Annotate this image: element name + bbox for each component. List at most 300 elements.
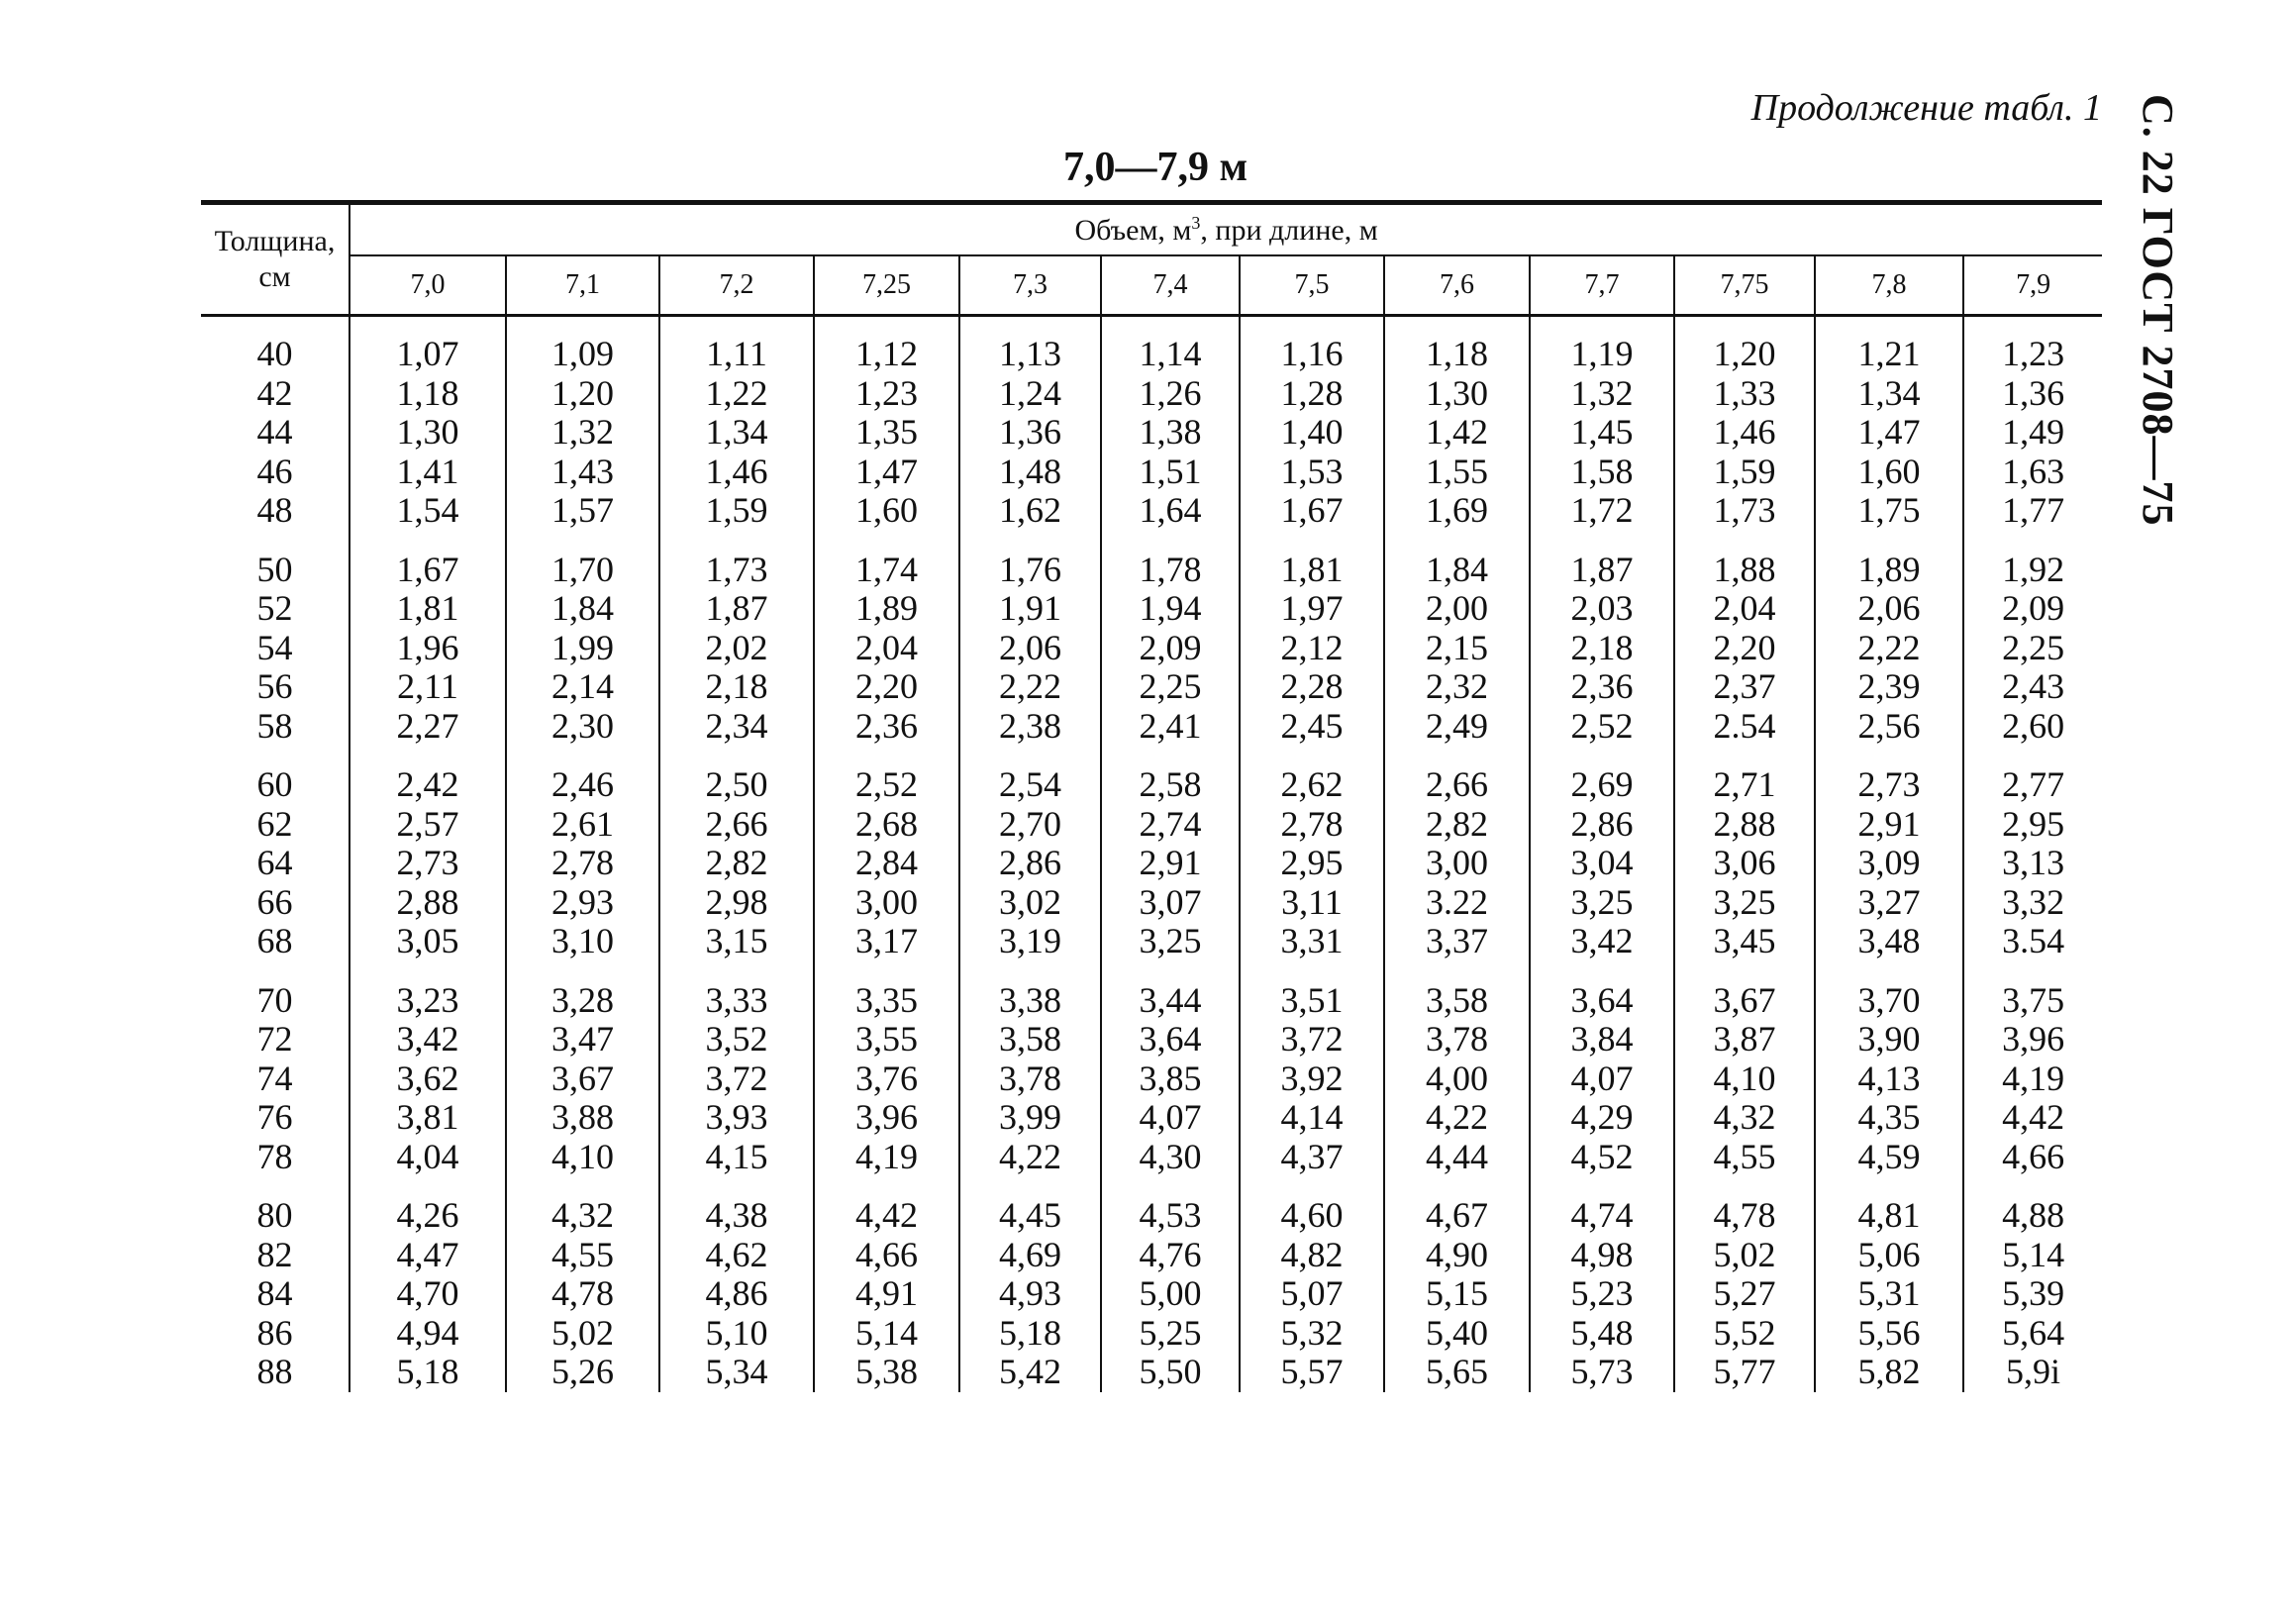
volume-cell: 1,54	[396, 490, 459, 530]
volume-cell: 4,74	[1530, 1196, 1674, 1236]
volume-cell: 5,82	[1815, 1353, 1963, 1392]
volume-cell: 1,62	[959, 491, 1101, 531]
volume-cell: 2,77	[1963, 765, 2102, 805]
volume-cell: 1,47	[814, 453, 959, 492]
volume-cell: 1,38	[1101, 413, 1240, 453]
thickness-cell: 82	[201, 1236, 349, 1275]
volume-cell: 1,76	[959, 551, 1101, 590]
table-row	[201, 413, 2102, 453]
volume-cell: 5,23	[1530, 1274, 1674, 1314]
volume-cell: 2,88	[1674, 805, 1815, 845]
volume-cell: 5,15	[1384, 1274, 1530, 1314]
volume-cell: 1,18	[396, 372, 459, 413]
volume-cell: 1,36	[1963, 374, 2102, 414]
spacer-cell	[1963, 1176, 2102, 1196]
volume-cell: 4,35	[1815, 1098, 1963, 1138]
spacer-cell	[1815, 316, 1963, 336]
spacer-cell	[1963, 746, 2102, 765]
spacer-cell	[814, 531, 959, 551]
volume-cell: 1,47	[1815, 413, 1963, 453]
volume-cell: 2,86	[959, 844, 1101, 883]
volume-cell: 4,15	[659, 1138, 814, 1177]
table-row	[201, 335, 2102, 374]
thickness-cell: 88	[201, 1353, 349, 1392]
spacer-cell	[659, 1176, 814, 1196]
volume-cell: 1,23	[1963, 335, 2102, 374]
volume-cell: 5,18	[959, 1314, 1101, 1354]
volume-header-sup: 3	[1191, 212, 1201, 233]
spacer-cell	[1384, 1176, 1530, 1196]
thickness-cell: 72	[201, 1020, 349, 1060]
volume-cell: 5,48	[1530, 1314, 1674, 1354]
volume-cell: 1,07	[396, 334, 459, 373]
volume-cell: 1,89	[1815, 551, 1963, 590]
volume-cell: 2,91	[1815, 805, 1963, 845]
volume-cell: 2,91	[1101, 844, 1240, 883]
volume-cell: 5,07	[1240, 1274, 1384, 1314]
volume-cell: 2,42	[396, 764, 459, 804]
spacer-cell	[349, 961, 506, 981]
thickness-cell: 52	[201, 589, 349, 629]
spacer-cell	[959, 961, 1101, 981]
volume-cell: 5,14	[814, 1314, 959, 1354]
volume-cell: 4,55	[506, 1236, 659, 1275]
volume-cell: 2,25	[1101, 667, 1240, 707]
volume-cell: 1,81	[1240, 551, 1384, 590]
length-header-cell: 7,0	[349, 255, 506, 316]
spacer-cell	[506, 531, 659, 551]
volume-cell: 1,75	[1815, 491, 1963, 531]
table-row	[201, 453, 2102, 492]
spacer-cell	[959, 746, 1101, 765]
thickness-cell: 60	[201, 765, 349, 805]
volume-cell: 1,84	[1384, 551, 1530, 590]
spacer-cell	[659, 961, 814, 981]
volume-cell: 3,78	[959, 1060, 1101, 1099]
volume-cell: 2,06	[1815, 589, 1963, 629]
volume-cell: 1,64	[1101, 491, 1240, 531]
volume-cell: 1,73	[659, 551, 814, 590]
volume-cell: 1,70	[506, 551, 659, 590]
volume-cell: 1,89	[814, 589, 959, 629]
table-row	[201, 707, 2102, 747]
spacer-cell	[349, 316, 506, 336]
volume-cell: 4,07	[1530, 1060, 1674, 1099]
length-header-cell: 7,7	[1530, 255, 1674, 316]
volume-cell: 3.54	[1963, 922, 2102, 961]
volume-table	[201, 200, 2102, 1392]
volume-cell: 1,33	[1674, 374, 1815, 414]
spacer-cell	[1101, 531, 1240, 551]
volume-cell: 3,04	[1530, 844, 1674, 883]
length-header-cell: 7,25	[814, 255, 959, 316]
volume-cell: 2,95	[1963, 805, 2102, 845]
spacer-cell	[1815, 1176, 1963, 1196]
volume-cell: 2,36	[1530, 667, 1674, 707]
spacer-cell	[201, 1176, 349, 1196]
volume-cell: 2,73	[396, 843, 459, 882]
spacer-cell	[659, 531, 814, 551]
volume-cell: 1,22	[659, 374, 814, 414]
volume-cell: 1,32	[506, 413, 659, 453]
volume-cell: 3,84	[1530, 1020, 1674, 1060]
volume-cell: 1,88	[1674, 551, 1815, 590]
volume-cell: 3,25	[1101, 922, 1240, 961]
volume-cell: 2,61	[506, 805, 659, 845]
spacer-cell	[1240, 961, 1384, 981]
volume-cell: 3,35	[814, 981, 959, 1021]
volume-cell: 1,99	[506, 629, 659, 668]
spacer-cell	[349, 746, 506, 765]
volume-cell: 4,70	[396, 1273, 459, 1313]
volume-cell: 1,55	[1384, 453, 1530, 492]
table-row	[201, 629, 2102, 668]
thickness-cell: 44	[201, 413, 349, 453]
volume-cell: 2,82	[659, 844, 814, 883]
spacer-cell	[814, 1176, 959, 1196]
length-header-cell: 7,8	[1815, 255, 1963, 316]
volume-cell: 4,32	[506, 1196, 659, 1236]
volume-cell: 2,95	[1240, 844, 1384, 883]
table-row	[201, 922, 2102, 961]
volume-cell: 2,41	[1101, 707, 1240, 747]
volume-cell: 5,02	[506, 1314, 659, 1354]
group-spacer	[201, 961, 2102, 981]
thickness-cell: 84	[201, 1274, 349, 1314]
volume-cell: 3,25	[1530, 883, 1674, 923]
volume-cell: 4,62	[659, 1236, 814, 1275]
volume-cell: 4,22	[959, 1138, 1101, 1177]
volume-cell: 3,58	[1384, 981, 1530, 1021]
volume-cell: 2,18	[1530, 629, 1674, 668]
thickness-cell: 56	[201, 667, 349, 707]
group-spacer	[201, 746, 2102, 765]
spacer-cell	[506, 961, 659, 981]
volume-cell: 3,32	[1963, 883, 2102, 923]
volume-cell: 5,65	[1384, 1353, 1530, 1392]
volume-cell: 2,28	[1240, 667, 1384, 707]
thickness-cell: 58	[201, 707, 349, 747]
volume-cell: 1,12	[814, 335, 959, 374]
volume-cell: 4,81	[1815, 1196, 1963, 1236]
volume-cell: 2,58	[1101, 765, 1240, 805]
spacer-cell	[1240, 1176, 1384, 1196]
volume-cell: 1,30	[1384, 374, 1530, 414]
volume-cell: 5,34	[659, 1353, 814, 1392]
spacer-cell	[1101, 316, 1240, 336]
spacer-cell	[1530, 1176, 1674, 1196]
volume-cell: 2,18	[659, 667, 814, 707]
thickness-cell: 40	[201, 335, 349, 374]
table-row	[201, 1274, 2102, 1314]
volume-cell: 1,92	[1963, 551, 2102, 590]
volume-cell: 2,93	[506, 883, 659, 923]
volume-cell: 1,45	[1530, 413, 1674, 453]
volume-cell: 3,13	[1963, 844, 2102, 883]
continuation-label: Продолжение табл. 1	[1750, 87, 2102, 129]
volume-cell: 1,43	[506, 453, 659, 492]
volume-cell: 1,41	[396, 451, 459, 491]
volume-cell: 3,42	[396, 1019, 459, 1059]
volume-cell: 4,44	[1384, 1138, 1530, 1177]
spacer-cell	[201, 961, 349, 981]
volume-cell: 1,59	[659, 491, 814, 531]
volume-cell: 2,09	[1101, 629, 1240, 668]
volume-cell: 5,52	[1674, 1314, 1815, 1354]
volume-cell: 1,96	[396, 627, 459, 667]
thickness-cell: 86	[201, 1314, 349, 1354]
volume-cell: 3,96	[1963, 1020, 2102, 1060]
thickness-cell: 64	[201, 844, 349, 883]
spacer-cell	[1384, 961, 1530, 981]
spacer-cell	[1530, 316, 1674, 336]
length-header-cell: 7,75	[1674, 255, 1815, 316]
volume-cell: 5,50	[1101, 1353, 1240, 1392]
spacer-cell	[1530, 746, 1674, 765]
volume-cell: 4,38	[659, 1196, 814, 1236]
volume-cell: 5,27	[1674, 1274, 1815, 1314]
spacer-cell	[1101, 961, 1240, 981]
volume-cell: 2,37	[1674, 667, 1815, 707]
volume-cell: 2,14	[506, 667, 659, 707]
thickness-cell: 42	[201, 374, 349, 414]
thickness-cell: 62	[201, 805, 349, 845]
volume-cell: 4,53	[1101, 1196, 1240, 1236]
volume-cell: 1,42	[1384, 413, 1530, 453]
spacer-cell	[1815, 961, 1963, 981]
volume-cell: 4,69	[959, 1236, 1101, 1275]
volume-cell: 5,64	[1963, 1314, 2102, 1354]
volume-cell: 4,32	[1674, 1098, 1815, 1138]
volume-cell: 3,45	[1674, 922, 1815, 961]
volume-cell: 5,57	[1240, 1353, 1384, 1392]
volume-cell: 5,10	[659, 1314, 814, 1354]
volume-cell: 1,94	[1101, 589, 1240, 629]
volume-cell: 2,12	[1240, 629, 1384, 668]
volume-cell: 4,14	[1240, 1098, 1384, 1138]
volume-cell: 3,33	[659, 981, 814, 1021]
volume-cell: 2,20	[814, 667, 959, 707]
volume-cell: 2,49	[1384, 707, 1530, 747]
volume-cell: 5,39	[1963, 1274, 2102, 1314]
volume-cell: 4,07	[1101, 1098, 1240, 1138]
volume-cell: 1,97	[1240, 589, 1384, 629]
spacer-cell	[814, 961, 959, 981]
volume-cell: 3,67	[1674, 981, 1815, 1021]
volume-cell: 5,06	[1815, 1236, 1963, 1275]
volume-cell: 3,09	[1815, 844, 1963, 883]
volume-cell: 3,85	[1101, 1060, 1240, 1099]
volume-cell: 3,87	[1674, 1020, 1815, 1060]
volume-cell: 1,24	[959, 374, 1101, 414]
volume-cell: 1,36	[959, 413, 1101, 453]
volume-cell: 3,58	[959, 1020, 1101, 1060]
spacer-cell	[1240, 746, 1384, 765]
volume-cell: 1,87	[659, 589, 814, 629]
volume-cell: 2,27	[396, 705, 459, 746]
volume-cell: 2,98	[659, 883, 814, 923]
volume-cell: 1,48	[959, 453, 1101, 492]
length-header-cell: 7,2	[659, 255, 814, 316]
volume-cell: 1,74	[814, 551, 959, 590]
volume-cell: 5,14	[1963, 1236, 2102, 1275]
spacer-cell	[1101, 1176, 1240, 1196]
table-row	[201, 491, 2102, 531]
volume-header	[349, 203, 2102, 256]
volume-cell: 4,52	[1530, 1138, 1674, 1177]
spacer-cell	[1674, 746, 1815, 765]
volume-cell: 3,25	[1674, 883, 1815, 923]
thickness-cell: 54	[201, 629, 349, 668]
volume-cell: 4,90	[1384, 1236, 1530, 1275]
volume-cell: 1,13	[959, 335, 1101, 374]
volume-cell: 3,75	[1963, 981, 2102, 1021]
volume-cell: 3,11	[1240, 883, 1384, 923]
volume-cell: 4,60	[1240, 1196, 1384, 1236]
volume-cell: 3,64	[1530, 981, 1674, 1021]
volume-cell: 2,60	[1963, 707, 2102, 747]
volume-cell: 1,26	[1101, 374, 1240, 414]
volume-cell: 1,87	[1530, 551, 1674, 590]
volume-cell: 3,92	[1240, 1060, 1384, 1099]
table-row	[201, 1353, 2102, 1392]
volume-cell: 2,38	[959, 707, 1101, 747]
length-header-row	[201, 255, 2102, 316]
length-header-cell: 7,6	[1384, 255, 1530, 316]
length-header-cell: 7,5	[1240, 255, 1384, 316]
thickness-cell: 48	[201, 491, 349, 531]
volume-cell: 4,66	[814, 1236, 959, 1275]
volume-cell: 1,51	[1101, 453, 1240, 492]
volume-cell: 3,31	[1240, 922, 1384, 961]
volume-cell: 3,10	[506, 922, 659, 961]
page-standard-header: С. 22 ГОСТ 2708—75	[2134, 94, 2182, 527]
table-row	[201, 667, 2102, 707]
volume-cell: 3,67	[506, 1060, 659, 1099]
thickness-cell: 68	[201, 922, 349, 961]
group-spacer	[201, 1176, 2102, 1196]
volume-cell: 1,28	[1240, 374, 1384, 414]
group-spacer	[201, 531, 2102, 551]
volume-cell: 2,43	[1963, 667, 2102, 707]
volume-cell: 3,78	[1384, 1020, 1530, 1060]
volume-cell: 2,36	[814, 707, 959, 747]
spacer-cell	[506, 746, 659, 765]
thickness-cell: 76	[201, 1098, 349, 1138]
volume-cell: 4,47	[396, 1234, 459, 1274]
volume-cell: 1,69	[1384, 491, 1530, 531]
spacer-cell	[1384, 531, 1530, 551]
volume-cell: 3,15	[659, 922, 814, 961]
length-range-title: 7,0—7,9 м	[1062, 145, 1248, 190]
volume-cell: 2,68	[814, 805, 959, 845]
volume-cell: 1,46	[1674, 413, 1815, 453]
volume-cell: 3,02	[959, 883, 1101, 923]
spacer-cell	[959, 1176, 1101, 1196]
volume-cell: 3,38	[959, 981, 1101, 1021]
volume-cell: 3,42	[1530, 922, 1674, 961]
table-row	[201, 1236, 2102, 1275]
spacer-cell	[1674, 1176, 1815, 1196]
volume-cell: 2,46	[506, 765, 659, 805]
volume-cell: 1,60	[814, 491, 959, 531]
volume-cell: 1,53	[1240, 453, 1384, 492]
volume-cell: 3.22	[1384, 883, 1530, 923]
volume-cell: 2,00	[1384, 589, 1530, 629]
spacer-cell	[1530, 961, 1674, 981]
volume-cell: 2,66	[1384, 765, 1530, 805]
volume-cell: 2,71	[1674, 765, 1815, 805]
spacer-cell	[1240, 316, 1384, 336]
volume-cell: 3,47	[506, 1020, 659, 1060]
table-row	[201, 981, 2102, 1021]
volume-cell: 3,81	[396, 1097, 459, 1137]
volume-cell: 2,34	[659, 707, 814, 747]
volume-cell: 2,62	[1240, 765, 1384, 805]
length-header-cell: 7,9	[1963, 255, 2102, 316]
spacer-cell	[814, 316, 959, 336]
volume-cell: 5,26	[506, 1353, 659, 1392]
volume-cell: 2,30	[506, 707, 659, 747]
volume-cell: 1,78	[1101, 551, 1240, 590]
volume-cell: 3,44	[1101, 981, 1240, 1021]
length-header-cell: 7,3	[959, 255, 1101, 316]
volume-cell: 3,55	[814, 1020, 959, 1060]
volume-cell: 1,72	[1530, 491, 1674, 531]
volume-cell: 1,35	[814, 413, 959, 453]
volume-cell: 2,57	[396, 803, 459, 844]
volume-cell: 4,98	[1530, 1236, 1674, 1275]
volume-cell: 1,19	[1530, 335, 1674, 374]
thickness-cell: 50	[201, 551, 349, 590]
volume-cell: 4,78	[1674, 1196, 1815, 1236]
volume-header-suffix: , при длине, м	[1200, 213, 1378, 247]
volume-cell: 1,60	[1815, 453, 1963, 492]
volume-cell: 4,10	[1674, 1060, 1815, 1099]
volume-cell: 3,99	[959, 1098, 1101, 1138]
volume-cell: 4,59	[1815, 1138, 1963, 1177]
volume-cell: 1,23	[814, 374, 959, 414]
spacer-cell	[506, 1176, 659, 1196]
volume-cell: 4,82	[1240, 1236, 1384, 1275]
volume-cell: 5,77	[1674, 1353, 1815, 1392]
volume-cell: 1,57	[506, 491, 659, 531]
volume-cell: 4,10	[506, 1138, 659, 1177]
volume-cell: 4,19	[1963, 1060, 2102, 1099]
volume-cell: 3,37	[1384, 922, 1530, 961]
volume-cell: 2,02	[659, 629, 814, 668]
volume-cell: 1,40	[1240, 413, 1384, 453]
spacer-cell	[1384, 746, 1530, 765]
spacer-cell	[959, 316, 1101, 336]
spacer-cell	[1674, 961, 1815, 981]
table-row	[201, 589, 2102, 629]
volume-cell: 2,82	[1384, 805, 1530, 845]
thickness-header: Толщина, см	[201, 203, 349, 316]
spacer-cell	[1240, 531, 1384, 551]
volume-cell: 1,11	[659, 335, 814, 374]
volume-cell: 4,88	[1963, 1196, 2102, 1236]
volume-cell: 3,19	[959, 922, 1101, 961]
volume-cell: 5,31	[1815, 1274, 1963, 1314]
volume-cell: 3,17	[814, 922, 959, 961]
thickness-cell: 74	[201, 1060, 349, 1099]
spacer-cell	[349, 1176, 506, 1196]
volume-cell: 1,32	[1530, 374, 1674, 414]
spacer-cell	[1530, 531, 1674, 551]
thickness-cell: 66	[201, 883, 349, 923]
volume-cell: 3,28	[506, 981, 659, 1021]
